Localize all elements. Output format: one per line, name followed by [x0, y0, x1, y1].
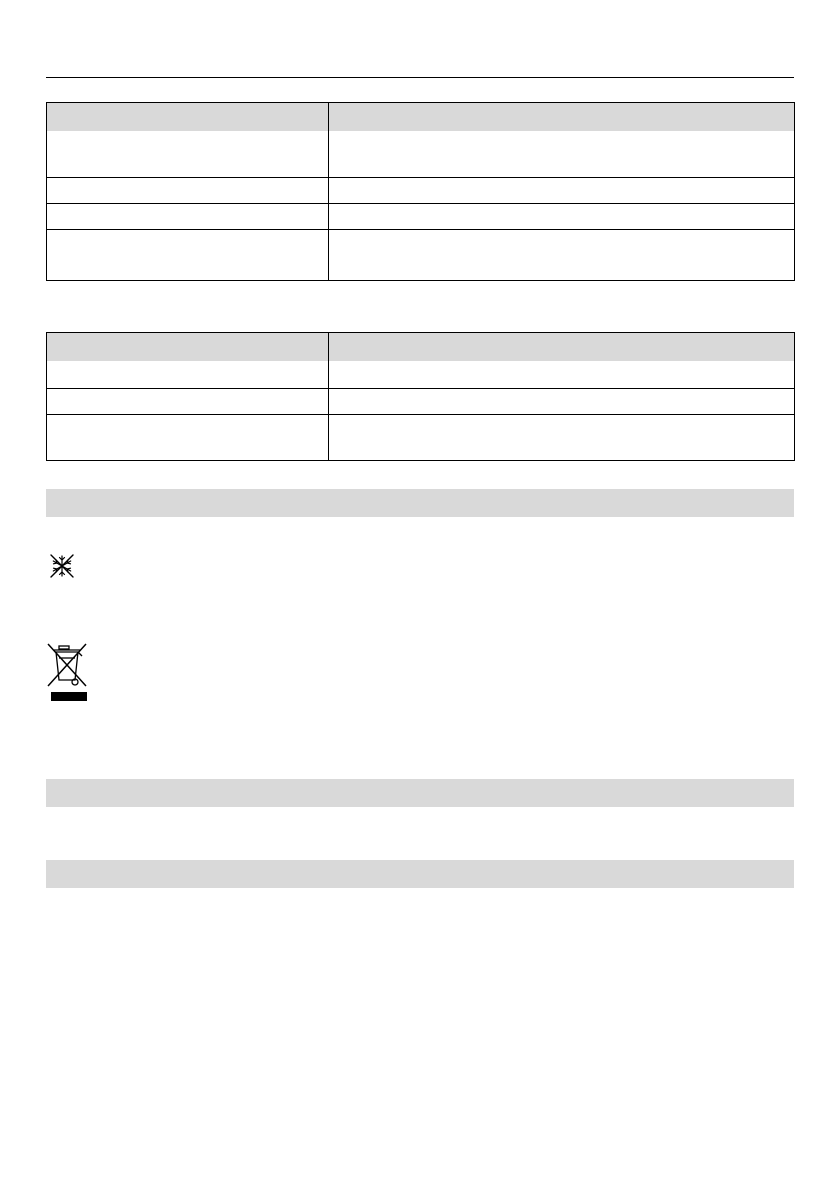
table-cell: [329, 389, 795, 415]
section-heading-bar: [46, 489, 794, 517]
table-cell: [47, 415, 329, 461]
table-row: [47, 415, 795, 461]
table-row: [47, 204, 795, 230]
table-row: [47, 178, 795, 204]
table-row: [47, 361, 795, 389]
table-header-cell: [329, 103, 795, 131]
table-header-row: [47, 103, 795, 131]
table-header-row: [47, 333, 795, 361]
table-header-cell: [329, 333, 795, 361]
spec-table-2: [46, 332, 795, 461]
snowflake-crossed-icon: [50, 554, 74, 578]
section-heading-bar: [46, 779, 794, 807]
table-cell: [47, 230, 329, 281]
table-cell: [329, 178, 795, 204]
table-row: [47, 230, 795, 281]
table-cell: [329, 361, 795, 389]
spec-table-1: [46, 102, 795, 281]
crossed-wheelie-bin-icon: [46, 642, 88, 702]
table-cell: [329, 230, 795, 281]
table-row: [47, 389, 795, 415]
table-cell: [47, 361, 329, 389]
table-cell: [329, 415, 795, 461]
table-cell: [47, 178, 329, 204]
table-row: [47, 131, 795, 178]
header-rule: [46, 77, 794, 78]
table-header-cell: [47, 103, 329, 131]
table-cell: [329, 131, 795, 178]
table-cell: [47, 389, 329, 415]
table-cell: [329, 204, 795, 230]
section-heading-bar: [46, 860, 794, 888]
table-header-cell: [47, 333, 329, 361]
table-cell: [47, 131, 329, 178]
table-cell: [47, 204, 329, 230]
